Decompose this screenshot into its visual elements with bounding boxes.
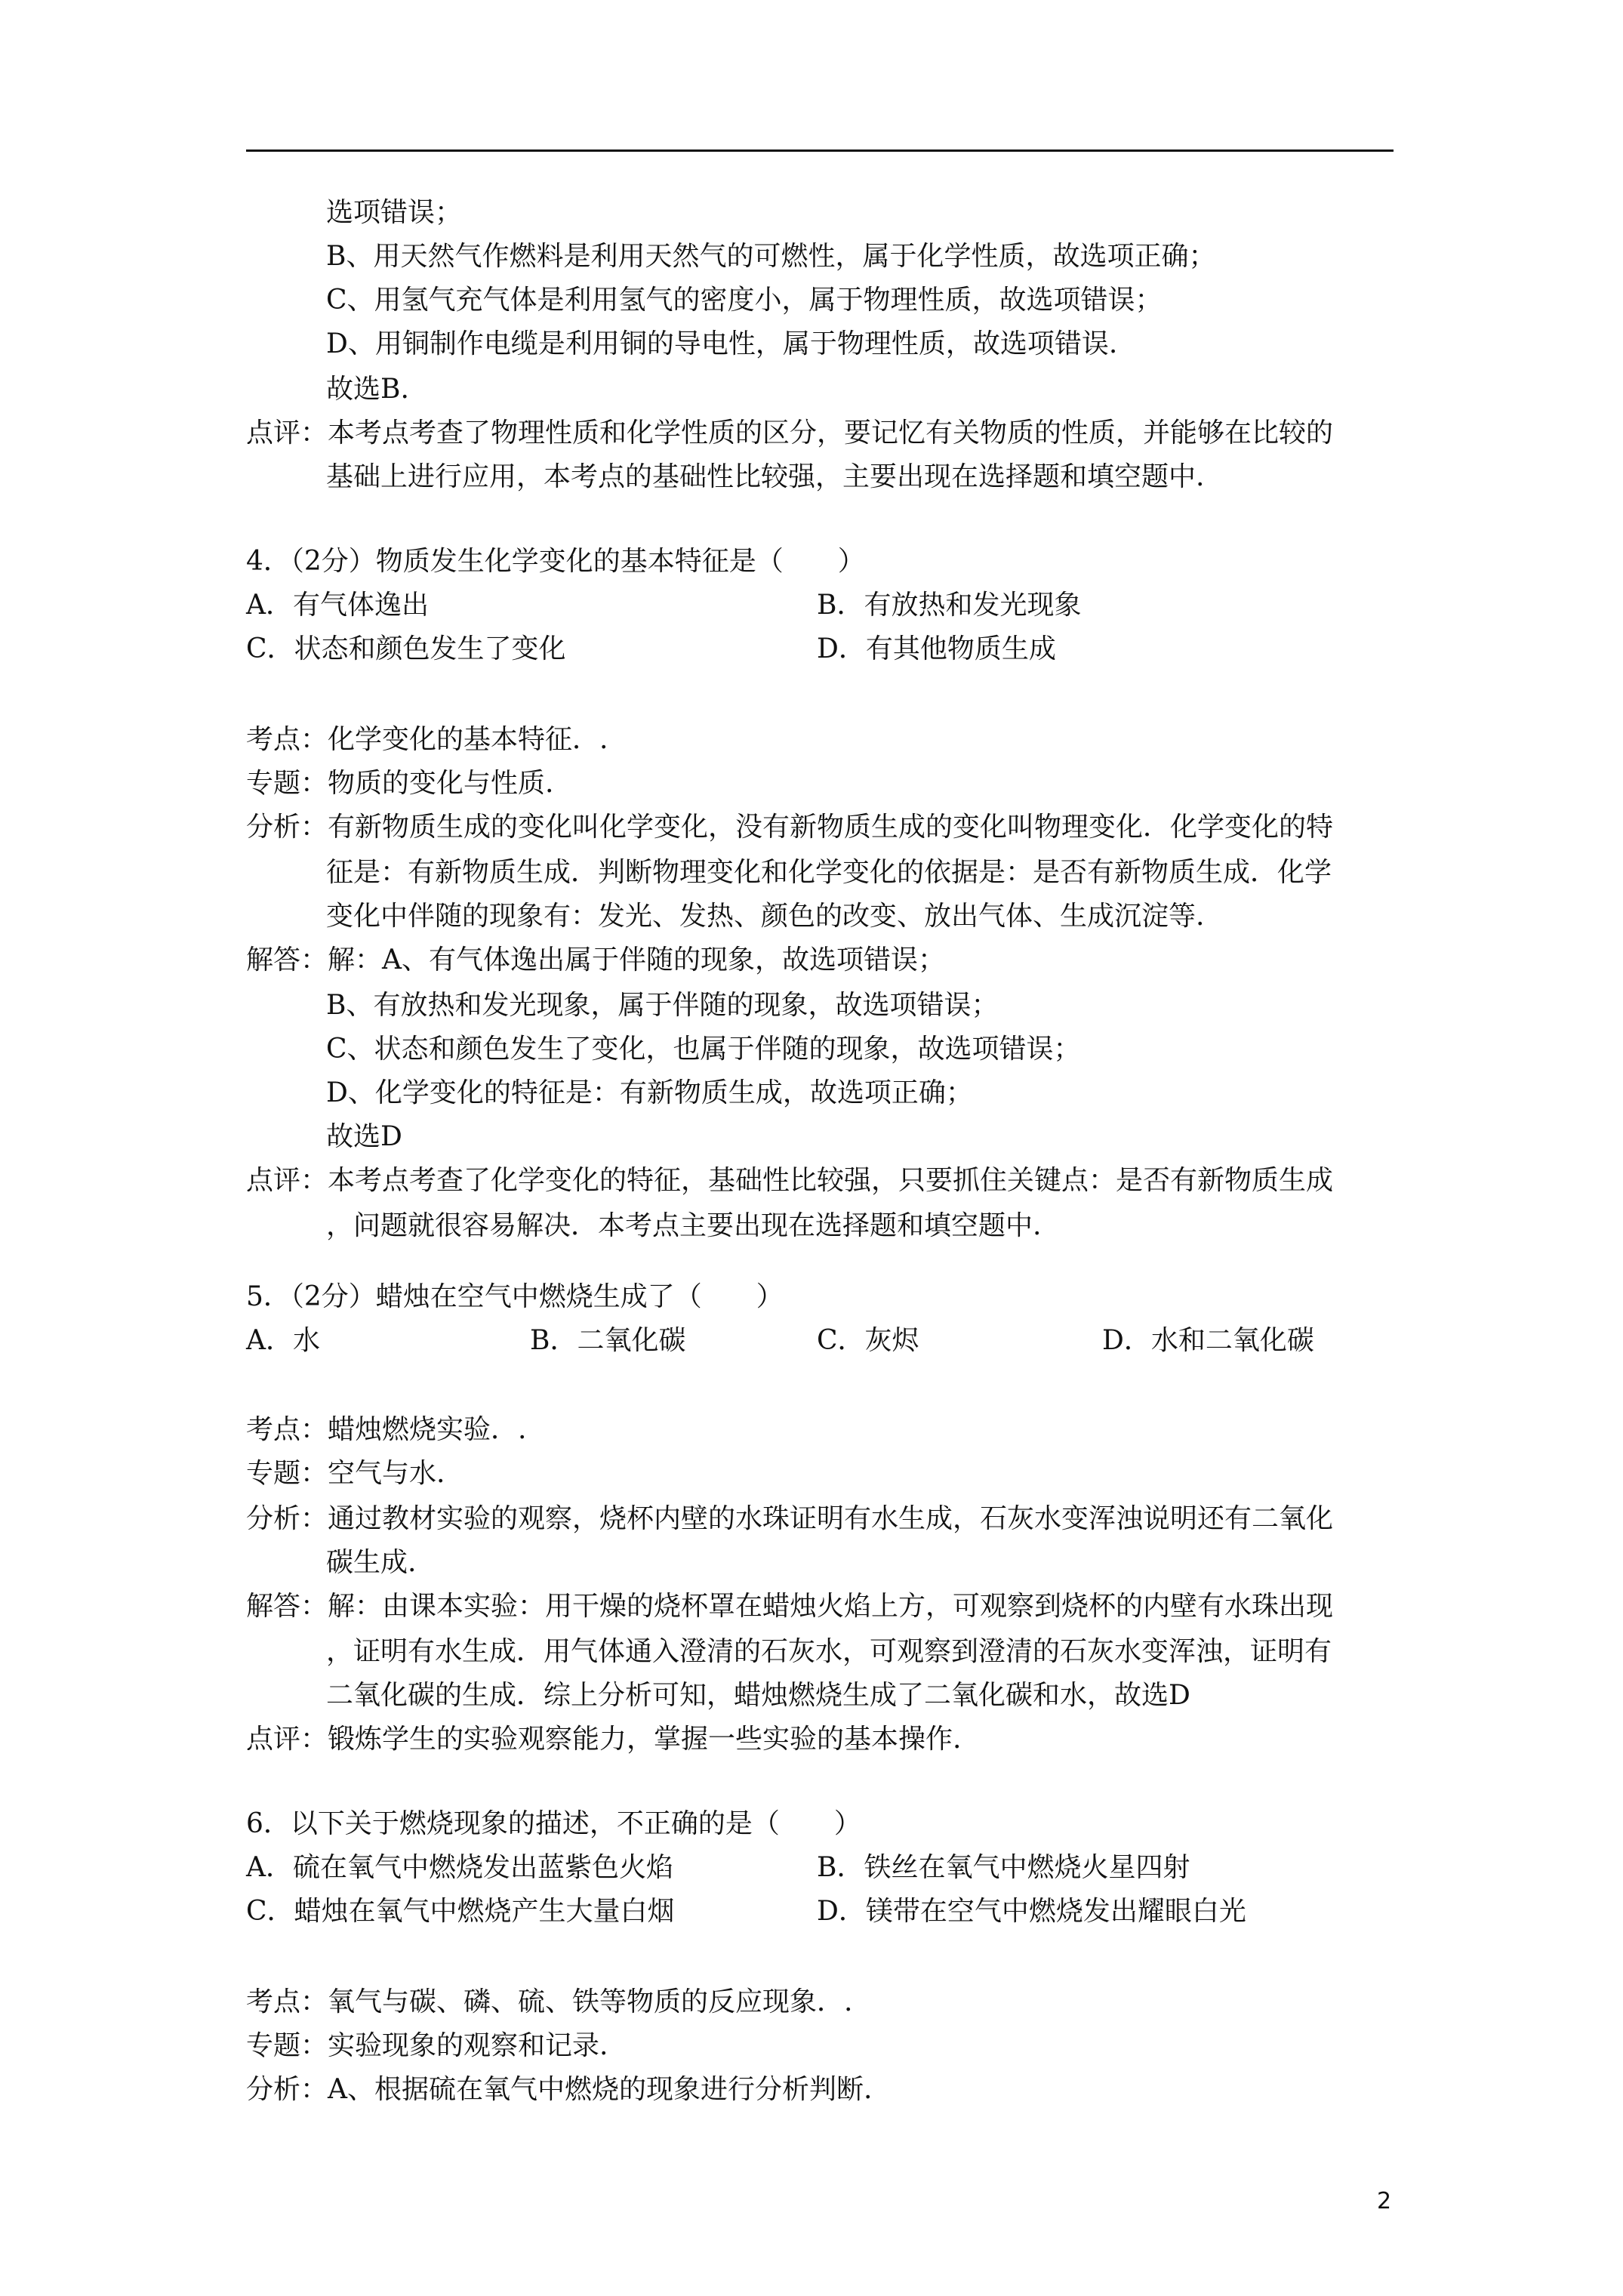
topic: 专题：空气与水. bbox=[246, 1458, 445, 1489]
answer-line: 故选B. bbox=[326, 374, 409, 405]
analysis-line: 分析：通过教材实验的观察，烧杯内壁的水珠证明有水生成，石灰水变浑浊说明还有二氧化 bbox=[246, 1503, 1334, 1534]
option-a: A．硫在氧气中燃烧发出蓝紫色火焰 bbox=[246, 1852, 673, 1883]
option-a: A．有气体逸出 bbox=[246, 590, 429, 621]
comment-line: 点评：本考点考查了物理性质和化学性质的区分，要记忆有关物质的性质，并能够在比较的 bbox=[246, 418, 1334, 448]
analysis-line: 征是：有新物质生成．判断物理变化和化学变化的依据是：是否有新物质生成．化学 bbox=[326, 857, 1332, 888]
comment-line: 基础上进行应用，本考点的基础性比较强，主要出现在选择题和填空题中. bbox=[326, 461, 1205, 492]
option-b: B．二氧化碳 bbox=[530, 1325, 686, 1356]
analysis-line: 分析：A、根据硫在氧气中燃烧的现象进行分析判断. bbox=[246, 2074, 873, 2105]
answer-line: D、用铜制作电缆是利用铜的导电性，属于物理性质，故选项错误. bbox=[326, 328, 1118, 359]
option-a: A．水 bbox=[246, 1325, 320, 1356]
option-d: D．水和二氧化碳 bbox=[1102, 1325, 1314, 1356]
option-c: C．状态和颜色发生了变化 bbox=[246, 633, 566, 664]
option-d: D．镁带在空气中燃烧发出耀眼白光 bbox=[817, 1896, 1246, 1927]
analysis-line: 分析：有新物质生成的变化叫化学变化，没有新物质生成的变化叫物理变化．化学变化的特 bbox=[246, 812, 1334, 843]
comment-line: 点评：本考点考查了化学变化的特征，基础性比较强，只要抓住关键点：是否有新物质生成 bbox=[246, 1165, 1334, 1196]
answer-line: B、用天然气作燃料是利用天然气的可燃性，属于化学性质，故选项正确； bbox=[326, 241, 1216, 272]
answer-line: 选项错误； bbox=[326, 197, 463, 228]
answer-line: ，证明有水生成．用气体通入澄清的石灰水，可观察到澄清的石灰水变浑浊，证明有 bbox=[326, 1636, 1332, 1667]
question-stem: 5．（2分）蜡烛在空气中燃烧生成了（ ） bbox=[246, 1281, 784, 1312]
knowledge-point: 考点：化学变化的基本特征．. bbox=[246, 724, 608, 755]
option-b: B．铁丝在氧气中燃烧火星四射 bbox=[817, 1852, 1190, 1883]
answer-line: D、化学变化的特征是：有新物质生成，故选项正确； bbox=[326, 1077, 973, 1108]
knowledge-point: 考点：蜡烛燃烧实验．. bbox=[246, 1414, 527, 1445]
answer-line: B、有放热和发光现象，属于伴随的现象，故选项错误； bbox=[326, 990, 999, 1021]
answer-line: C、状态和颜色发生了变化，也属于伴随的现象，故选项错误； bbox=[326, 1034, 1081, 1065]
question-stem: 4．（2分）物质发生化学变化的基本特征是（ ） bbox=[246, 546, 865, 577]
analysis-line: 变化中伴随的现象有：发光、发热、颜色的改变、放出气体、生成沉淀等. bbox=[326, 901, 1205, 932]
comment-line: 点评：锻炼学生的实验观察能力，掌握一些实验的基本操作. bbox=[246, 1724, 962, 1755]
topic: 专题：实验现象的观察和记录. bbox=[246, 2030, 608, 2061]
page-number: 2 bbox=[1377, 2188, 1392, 2214]
answer-line: C、用氢气充气体是利用氢气的密度小，属于物理性质，故选项错误； bbox=[326, 285, 1163, 316]
answer-line: 二氧化碳的生成．综上分析可知，蜡烛燃烧生成了二氧化碳和水，故选D bbox=[326, 1680, 1190, 1711]
header-rule bbox=[246, 149, 1394, 152]
answer-line: 故选D bbox=[326, 1121, 402, 1152]
option-b: B．有放热和发光现象 bbox=[817, 590, 1082, 621]
option-c: C．灰烬 bbox=[817, 1325, 919, 1356]
comment-line: ，问题就很容易解决．本考点主要出现在选择题和填空题中. bbox=[326, 1210, 1042, 1241]
topic: 专题：物质的变化与性质. bbox=[246, 768, 554, 799]
knowledge-point: 考点：氧气与碳、磷、硫、铁等物质的反应现象．. bbox=[246, 1986, 853, 2017]
answer-line: 解答：解：由课本实验：用干燥的烧杯罩在蜡烛火焰上方，可观察到烧杯的内壁有水珠出现 bbox=[246, 1591, 1334, 1622]
option-c: C．蜡烛在氧气中燃烧产生大量白烟 bbox=[246, 1896, 675, 1927]
answer-line: 解答：解：A、有气体逸出属于伴随的现象，故选项错误； bbox=[246, 945, 945, 975]
analysis-line: 碳生成. bbox=[326, 1547, 417, 1578]
option-d: D．有其他物质生成 bbox=[817, 633, 1056, 664]
question-stem: 6．以下关于燃烧现象的描述，不正确的是（ ） bbox=[246, 1808, 861, 1839]
